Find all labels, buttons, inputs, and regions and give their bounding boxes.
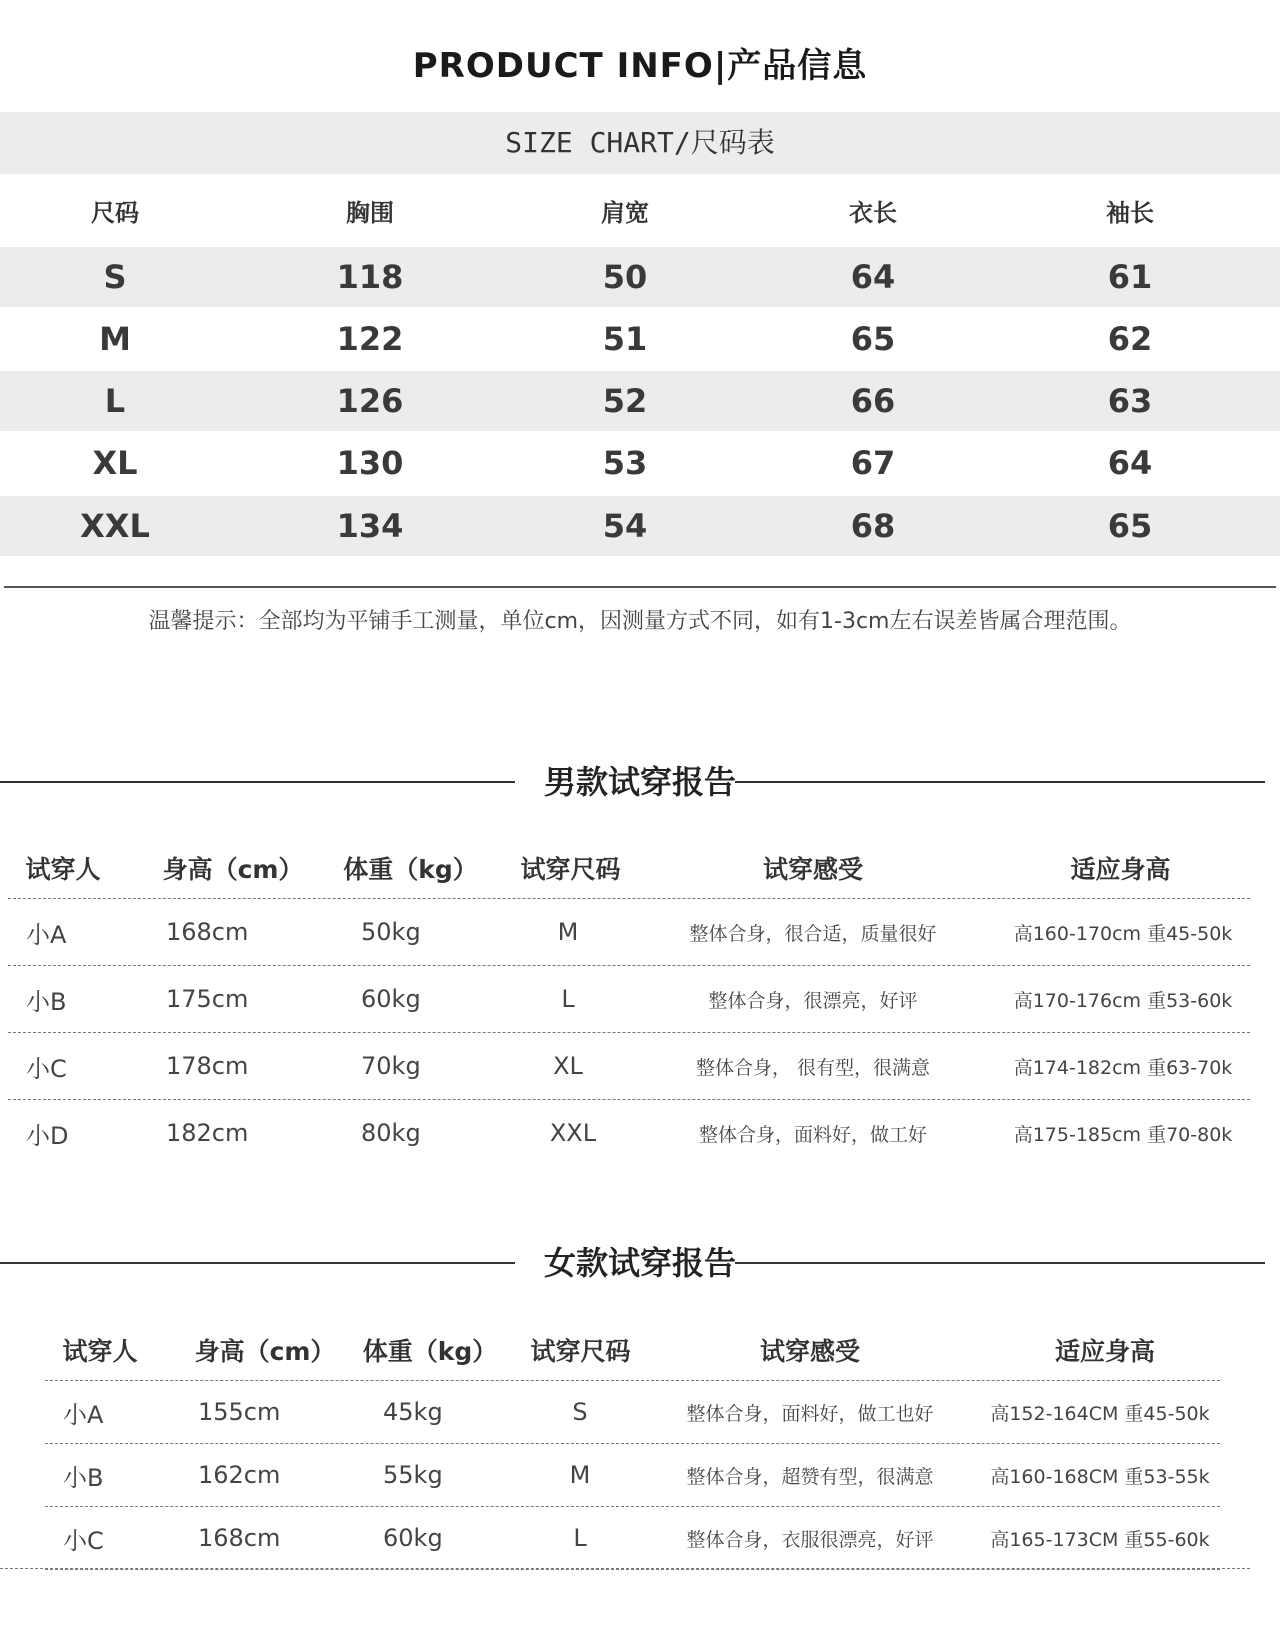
size-row — [0, 433, 1280, 493]
size-cell: XL — [92, 444, 138, 482]
size-row — [0, 496, 1280, 556]
weight-cell: 60kg — [383, 1524, 443, 1552]
shoulder-cell: 50 — [602, 258, 648, 296]
length-cell: 64 — [850, 258, 896, 296]
tester-cell: 小D — [26, 1121, 69, 1150]
sleeve-cell: 64 — [1107, 444, 1153, 482]
size-cell: M — [99, 320, 131, 358]
chest-cell: 134 — [336, 507, 404, 545]
table-row — [8, 899, 1250, 966]
women-report-title-bar — [0, 1233, 1280, 1293]
height-cell: 178cm — [166, 1052, 249, 1080]
measurement-note: 温馨提示：全部均为平铺手工测量，单位cm，因测量方式不同，如有1-3cm左右误差皆属合理范围。 — [148, 609, 1132, 634]
try-size-header: 试穿尺码 — [520, 855, 621, 884]
chest-cell: 118 — [336, 258, 404, 296]
height-cell: 162cm — [198, 1461, 281, 1489]
shoulder-header: 肩宽 — [601, 198, 649, 227]
height-cell: 168cm — [166, 918, 249, 946]
tester-header: 试穿人 — [62, 1337, 138, 1366]
weight-cell: 55kg — [383, 1461, 443, 1489]
weight-header: 体重（kg） — [343, 855, 478, 884]
size-row — [0, 309, 1280, 369]
fit-height-cell: 高165-173CM 重55-60k — [990, 1528, 1210, 1551]
length-cell: 65 — [850, 320, 896, 358]
try-size-header: 试穿尺码 — [530, 1337, 631, 1366]
chest-header: 胸围 — [346, 198, 394, 227]
table-row — [45, 1507, 1220, 1570]
height-cell: 175cm — [166, 985, 249, 1013]
try-size-cell: L — [561, 985, 575, 1013]
feeling-cell: 整体合身，衣服很漂亮，好评 — [686, 1528, 934, 1551]
size-cell: XXL — [80, 507, 150, 545]
women-report-table — [45, 1320, 1220, 1570]
size-row — [0, 247, 1280, 307]
try-size-cell: XL — [553, 1052, 583, 1080]
size-cell: L — [104, 382, 126, 420]
feeling-header: 试穿感受 — [759, 1337, 860, 1366]
table-row — [8, 966, 1250, 1033]
height-cell: 168cm — [198, 1524, 281, 1552]
try-size-cell: S — [572, 1398, 588, 1426]
weight-header: 体重（kg） — [362, 1337, 498, 1366]
chest-cell: 122 — [336, 320, 404, 358]
tester-cell: 小A — [63, 1400, 104, 1429]
tester-header: 试穿人 — [25, 855, 101, 884]
feeling-cell: 整体合身，面料好，做工好 — [698, 1123, 927, 1146]
feeling-header: 试穿感受 — [762, 855, 863, 884]
size-cell: S — [103, 258, 127, 296]
height-cell: 182cm — [166, 1119, 249, 1147]
tester-cell: 小A — [26, 920, 67, 949]
table-row — [8, 1100, 1250, 1166]
fit-height-cell: 高160-168CM 重53-55k — [990, 1465, 1210, 1488]
tester-cell: 小C — [63, 1526, 104, 1555]
chest-cell: 126 — [336, 382, 404, 420]
table-row — [8, 1033, 1250, 1100]
length-header: 衣长 — [849, 198, 897, 227]
weight-cell: 60kg — [361, 985, 421, 1013]
weight-cell: 45kg — [383, 1398, 443, 1426]
sleeve-header: 袖长 — [1106, 198, 1154, 227]
tester-cell: 小B — [63, 1463, 104, 1492]
shoulder-cell: 52 — [602, 382, 648, 420]
weight-cell: 80kg — [361, 1119, 421, 1147]
men-report-table — [8, 838, 1250, 1166]
length-cell: 68 — [850, 507, 896, 545]
sleeve-cell: 63 — [1107, 382, 1153, 420]
men-report-title-bar — [0, 752, 1280, 812]
height-header: 身高（cm） — [162, 855, 304, 884]
length-cell: 67 — [850, 444, 896, 482]
divider — [4, 586, 1276, 588]
shoulder-cell: 51 — [602, 320, 648, 358]
fit-height-header: 适应身高 — [1070, 855, 1171, 884]
sleeve-cell: 61 — [1107, 258, 1153, 296]
fit-height-cell: 高175-185cm 重70-80k — [1013, 1123, 1233, 1146]
size-row — [0, 371, 1280, 431]
table-row — [45, 1444, 1220, 1507]
fit-height-cell: 高160-170cm 重45-50k — [1013, 922, 1233, 945]
weight-cell: 70kg — [361, 1052, 421, 1080]
feeling-cell: 整体合身， 很有型，很满意 — [695, 1056, 931, 1079]
table-header — [45, 1320, 1220, 1381]
try-size-cell: M — [569, 1461, 591, 1489]
shoulder-cell: 54 — [602, 507, 648, 545]
size-chart-subtitle: SIZE CHART/尺码表 — [0, 112, 1280, 174]
sleeve-cell: 62 — [1107, 320, 1153, 358]
table-header — [8, 838, 1250, 899]
height-cell: 155cm — [198, 1398, 281, 1426]
size-chart-header — [0, 178, 1280, 242]
page-title: PRODUCT INFO|产品信息 — [412, 46, 868, 86]
bottom-divider — [0, 1568, 1250, 1569]
fit-height-cell: 高170-176cm 重53-60k — [1013, 989, 1233, 1012]
fit-height-header: 适应身高 — [1054, 1337, 1155, 1366]
size-header: 尺码 — [91, 198, 139, 227]
feeling-cell: 整体合身，很合适，质量很好 — [689, 922, 937, 945]
chest-cell: 130 — [336, 444, 404, 482]
try-size-cell: XXL — [549, 1119, 597, 1147]
women-report-title: 女款试穿报告 — [543, 1244, 736, 1282]
height-header: 身高（cm） — [194, 1337, 336, 1366]
fit-height-cell: 高152-164CM 重45-50k — [990, 1402, 1210, 1425]
men-report-title: 男款试穿报告 — [543, 763, 736, 801]
table-row — [45, 1381, 1220, 1444]
feeling-cell: 整体合身，面料好，做工也好 — [686, 1402, 934, 1425]
length-cell: 66 — [850, 382, 896, 420]
weight-cell: 50kg — [361, 918, 421, 946]
tester-cell: 小B — [26, 987, 67, 1016]
tester-cell: 小C — [26, 1054, 67, 1083]
feeling-cell: 整体合身，很漂亮，好评 — [708, 989, 918, 1012]
try-size-cell: M — [557, 918, 579, 946]
fit-height-cell: 高174-182cm 重63-70k — [1013, 1056, 1233, 1079]
sleeve-cell: 65 — [1107, 507, 1153, 545]
feeling-cell: 整体合身，超赞有型，很满意 — [686, 1465, 934, 1488]
shoulder-cell: 53 — [602, 444, 648, 482]
try-size-cell: L — [573, 1524, 587, 1552]
